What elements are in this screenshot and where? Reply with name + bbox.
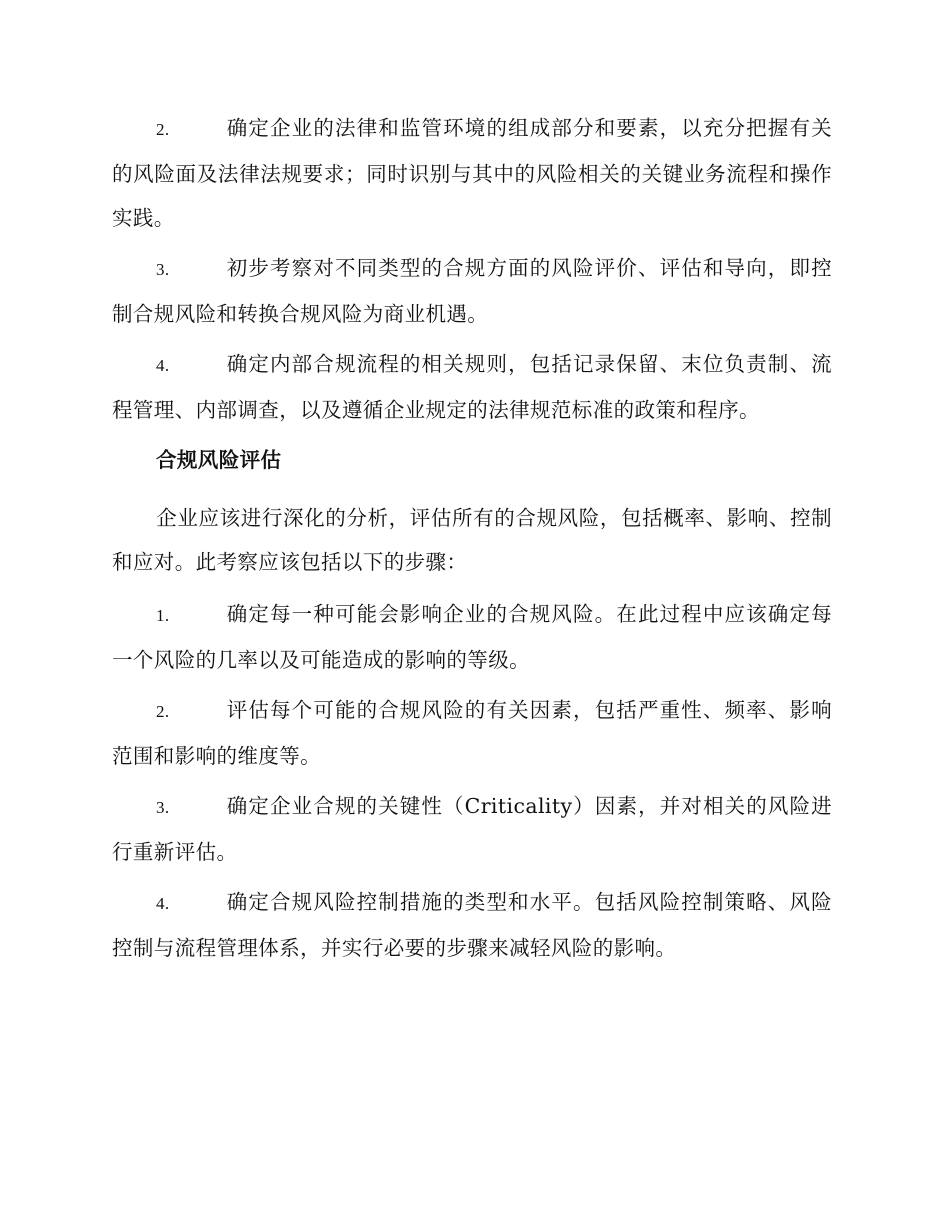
list-item-number: 2.	[156, 120, 170, 139]
section-heading: 合规风险评估	[156, 448, 282, 472]
list-item-number: 3.	[156, 798, 170, 817]
intro-paragraph	[112, 496, 832, 584]
list-item	[112, 592, 832, 682]
list-item-text: 确定合规风险控制措施的类型和水平。包括风险控制策略、风险控制与流程管理体系，并实行必要的步骤来减轻风险的影响。	[112, 890, 832, 960]
list-item-number: 1.	[156, 606, 170, 625]
list-item-text: 初步考察对不同类型的合规方面的风险评价、评估和导向，即控制合规风险和转换合规风险为商业机遇。	[112, 256, 832, 326]
list-item	[112, 246, 832, 336]
list-item-number: 3.	[156, 260, 170, 279]
list-item-text: 确定内部合规流程的相关规则，包括记录保留、末位负责制、流程管理、内部调查，以及遵循企业规定的法律规范标准的政策和程序。	[112, 352, 832, 422]
list-item	[112, 342, 832, 432]
list-item	[112, 688, 832, 778]
list-item	[112, 106, 832, 240]
list-item-text: 评估每个可能的合规风险的有关因素，包括严重性、频率、影响范围和影响的维度等。	[112, 698, 832, 768]
list-item-text: 确定每一种可能会影响企业的合规风险。在此过程中应该确定每一个风险的几率以及可能造成的影响的等级。	[112, 602, 832, 672]
list-item-text: 确定企业合规的关键性（Criticality）因素，并对相关的风险进行重新评估。	[112, 794, 832, 864]
intro-text: 企业应该进行深化的分析，评估所有的合规风险，包括概率、影响、控制和应对。此考察应该包括以下的步骤：	[112, 506, 832, 574]
list-item-number: 4.	[156, 894, 170, 913]
list-item-number: 2.	[156, 702, 170, 721]
list-item-text: 确定企业的法律和监管环境的组成部分和要素，以充分把握有关的风险面及法律法规要求；同时识别与其中的风险相关的关键业务流程和操作实践。	[112, 116, 832, 230]
list-item	[112, 880, 832, 970]
list-item	[112, 784, 832, 874]
list-item-number: 4.	[156, 356, 170, 375]
